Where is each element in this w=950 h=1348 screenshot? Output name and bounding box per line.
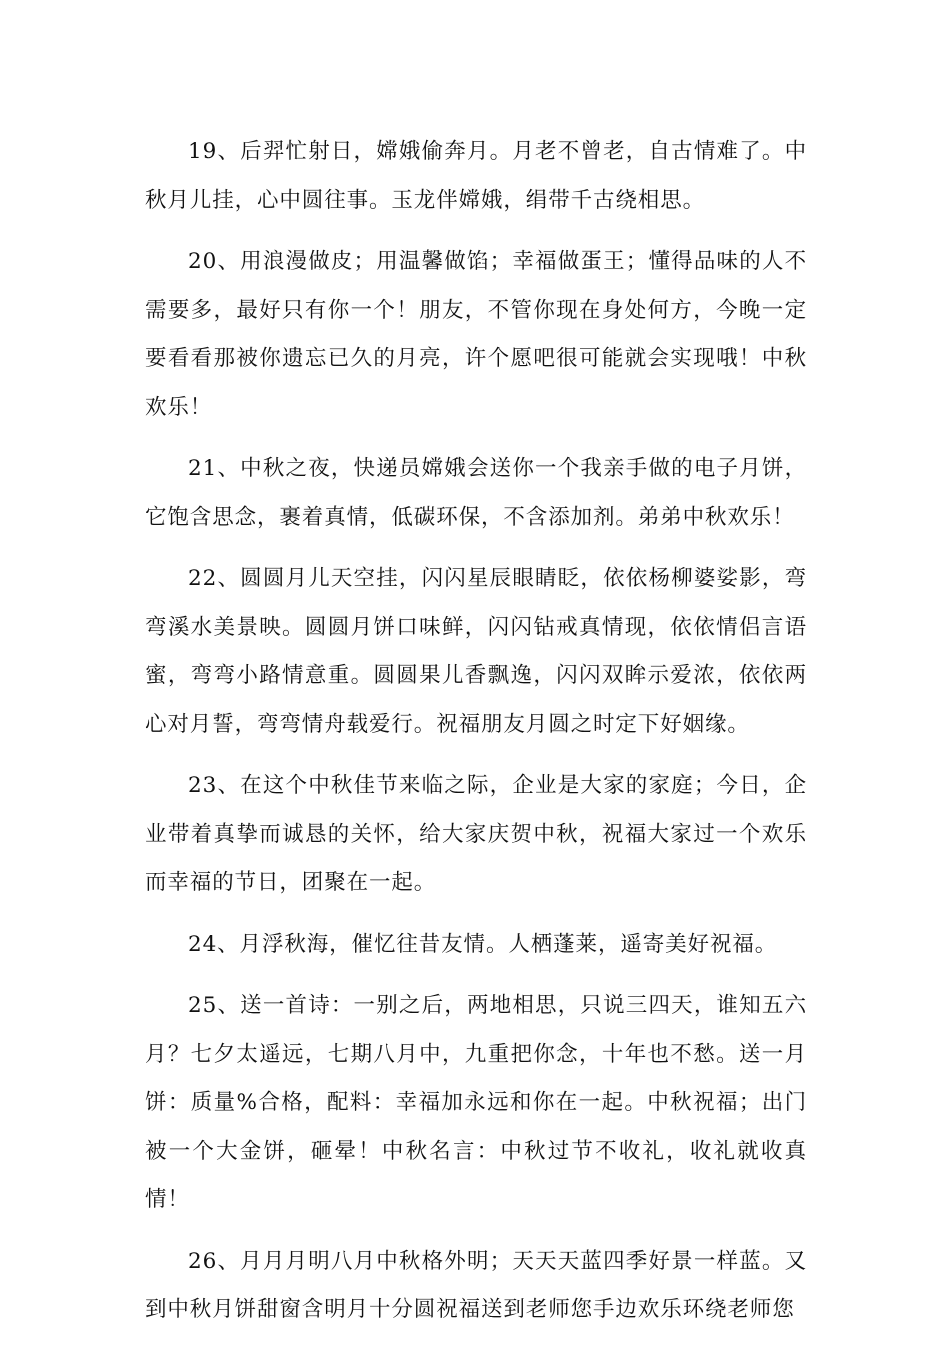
paragraph-25: 25、送一首诗：一别之后，两地相思，只说三四天，谁知五六月？七夕太遥远，七期八月中，九重把你念，十年也不愁。送一月饼：质量%合格，配料：幸福加永远和你在一起。中秋祝福；出门被一个大金饼，砸晕！中秋名言：中秋过节不收礼，收礼就收真情！ bbox=[145, 993, 807, 1212]
paragraph-24: 24、月浮秋海，催忆往昔友情。人栖蓬莱，遥寄美好祝福。 bbox=[188, 931, 778, 957]
paragraph-20: 20、用浪漫做皮；用温馨做馅；幸福做蛋王；懂得品味的人不需要多，最好只有你一个！朋友，不管你现在身处何方，今晚一定要看看那被你遗忘已久的月亮，许个愿吧很可能就会实现哦！中秋欢乐！ bbox=[145, 249, 807, 420]
paragraph-22: 22、圆圆月儿天空挂，闪闪星辰眼睛眨，依依杨柳婆娑影，弯弯溪水美景映。圆圆月饼口味鲜，闪闪钻戒真情现，依依情侣言语蜜，弯弯小路情意重。圆圆果儿香飘逸，闪闪双眸示爱浓，依依两心对月誓，弯弯情舟载爱行。祝福朋友月圆之时定下好姻缘。 bbox=[145, 566, 807, 737]
paragraph-23: 23、在这个中秋佳节来临之际，企业是大家的家庭；今日，企业带着真挚而诚恳的关怀，给大家庆贺中秋，祝福大家过一个欢乐而幸福的节日，团聚在一起。 bbox=[145, 773, 807, 895]
document-body bbox=[145, 128, 807, 1348]
paragraph-26: 26、月月月明八月中秋格外明；天天天蓝四季好景一样蓝。又到中秋月饼甜窗含明月十分圆祝福送到老师您手边欢乐环绕老师您 bbox=[145, 1248, 807, 1322]
paragraph-19: 19、后羿忙射日，嫦娥偷奔月。月老不曾老，自古情难了。中秋月儿挂，心中圆往事。玉龙伴嫦娥，绢带千古绕相思。 bbox=[145, 139, 807, 213]
paragraph-21: 21、中秋之夜，快递员嫦娥会送你一个我亲手做的电子月饼，它饱含思念，裹着真情，低碳环保，不含添加剂。弟弟中秋欢乐！ bbox=[145, 456, 807, 530]
